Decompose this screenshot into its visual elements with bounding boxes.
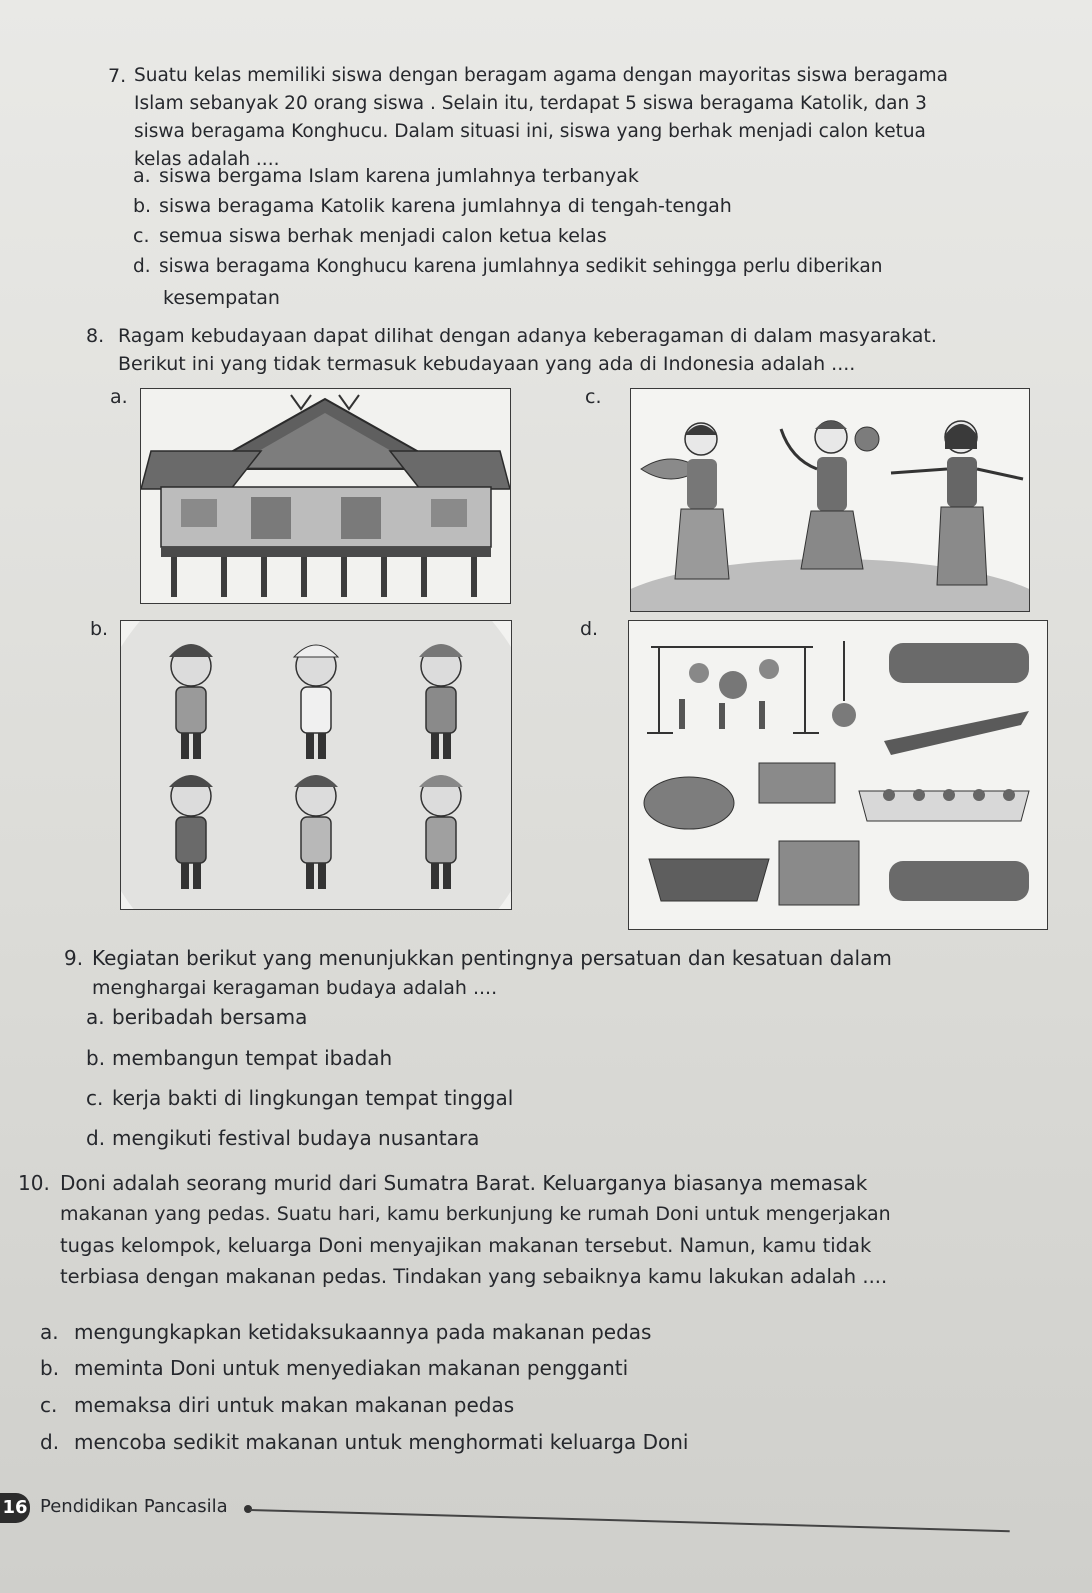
- option-10d[interactable]: d. mencoba sedikit makanan untuk menghormati keluarga Doni: [40, 1430, 689, 1454]
- picture-label-d: d.: [580, 618, 599, 640]
- question-number: 7.: [108, 65, 127, 87]
- option-9d[interactable]: d. mengikuti festival budaya nusantara: [86, 1126, 480, 1150]
- option-7c[interactable]: c. semua siswa berhak menjadi calon ketua kelas: [133, 225, 607, 247]
- page-number: 16: [0, 1493, 30, 1523]
- question-text-line: makanan yang pedas. Suatu hari, kamu berkunjung ke rumah Doni untuk mengerjakan: [60, 1203, 891, 1225]
- option-9c[interactable]: c. kerja bakti di lingkungan tempat tinggal: [86, 1086, 514, 1110]
- option-7a[interactable]: a. siswa bergama Islam karena jumlahnya terbanyak: [133, 165, 639, 187]
- option-9b[interactable]: b. membangun tempat ibadah: [86, 1046, 393, 1070]
- picture-c-traditional-dancers[interactable]: [630, 388, 1030, 612]
- question-text-line: tugas kelompok, keluarga Doni menyajikan makanan tersebut. Namun, kamu tidak: [60, 1234, 872, 1257]
- question-text-line: Ragam kebudayaan dapat dilihat dengan adanya keberagaman di dalam masyarakat.: [118, 325, 937, 347]
- option-9a[interactable]: a. beribadah bersama: [86, 1005, 308, 1029]
- question-text-line: kelas adalah ....: [134, 149, 280, 170]
- option-10b[interactable]: b. meminta Doni untuk menyediakan makanan pengganti: [40, 1356, 629, 1380]
- picture-d-gamelan-instruments[interactable]: [628, 620, 1048, 930]
- question-7: [108, 62, 1068, 170]
- book-title: Pendidikan Pancasila: [40, 1496, 228, 1517]
- question-text-line: terbiasa dengan makanan pedas. Tindakan yang sebaiknya kamu lakukan adalah ....: [60, 1265, 888, 1288]
- picture-label-a: a.: [110, 386, 128, 408]
- question-number: 8.: [86, 325, 105, 347]
- picture-label-b: b.: [90, 618, 109, 640]
- question-text-line: Suatu kelas memiliki siswa dengan beragam agama dengan mayoritas siswa beragama: [134, 65, 948, 86]
- question-text-line: siswa beragama Konghucu. Dalam situasi ini, siswa yang berhak menjadi calon ketua: [134, 121, 926, 142]
- option-7d[interactable]: d. siswa beragama Konghucu karena jumlahnya sedikit sehingga perlu diberikan: [133, 256, 883, 277]
- question-number: 9.: [64, 946, 84, 970]
- question-text-line: Kegiatan berikut yang menunjukkan pentingnya persatuan dan kesatuan dalam: [92, 946, 892, 970]
- picture-a-traditional-house[interactable]: [140, 388, 511, 604]
- picture-label-c: c.: [585, 386, 602, 408]
- question-text-line: Doni adalah seorang murid dari Sumatra Barat. Keluarganya biasanya memasak: [60, 1171, 868, 1195]
- question-text-line: Islam sebanyak 20 orang siswa . Selain itu, terdapat 5 siswa beragama Katolik, dan 3: [134, 93, 927, 114]
- option-7b[interactable]: b. siswa beragama Katolik karena jumlahnya di tengah-tengah: [133, 195, 732, 217]
- option-10c[interactable]: c. memaksa diri untuk makan makanan pedas: [40, 1393, 515, 1417]
- picture-b-professions[interactable]: [120, 620, 512, 910]
- question-text-line: menghargai keragaman budaya adalah ....: [92, 977, 498, 999]
- option-10a[interactable]: a. mengungkapkan ketidaksukaannya pada makanan pedas: [40, 1320, 652, 1344]
- question-text-line: Berikut ini yang tidak termasuk kebudayaan yang ada di Indonesia adalah ....: [118, 353, 856, 375]
- question-number: 10.: [18, 1171, 50, 1195]
- option-7d-continued: kesempatan: [163, 287, 280, 309]
- footer-rule: [250, 1509, 1010, 1532]
